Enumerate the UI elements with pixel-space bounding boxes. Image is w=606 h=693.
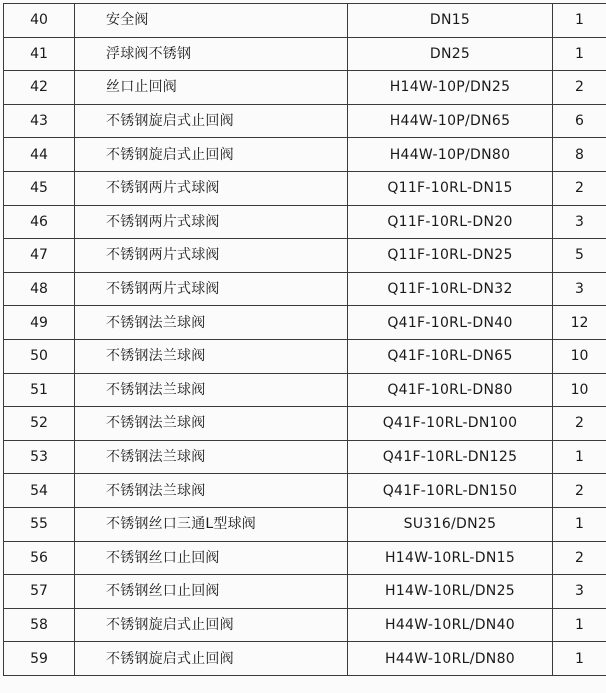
model-spec-cell: DN25 — [348, 37, 553, 71]
item-name-cell: 不锈钢丝口止回阀 — [75, 575, 348, 609]
table-row — [4, 37, 606, 71]
item-name-cell: 不锈钢法兰球阀 — [75, 306, 348, 340]
quantity-cell: 3 — [553, 575, 606, 609]
quantity-cell: 1 — [553, 642, 606, 676]
quantity-cell: 12 — [553, 306, 606, 340]
table-row — [4, 4, 606, 38]
row-number-cell: 47 — [4, 239, 75, 273]
row-number-cell: 56 — [4, 541, 75, 575]
table-row — [4, 339, 606, 373]
table-row — [4, 104, 606, 138]
row-number-cell: 51 — [4, 373, 75, 407]
item-name-cell: 不锈钢旋启式止回阀 — [75, 608, 348, 642]
row-number-cell: 54 — [4, 474, 75, 508]
row-number-cell: 55 — [4, 507, 75, 541]
row-number-cell: 48 — [4, 272, 75, 306]
model-spec-cell: Q11F-10RL-DN32 — [348, 272, 553, 306]
row-number-cell: 57 — [4, 575, 75, 609]
row-number-cell: 58 — [4, 608, 75, 642]
model-spec-cell: DN15 — [348, 4, 553, 38]
row-number-cell: 45 — [4, 171, 75, 205]
table-body — [4, 4, 606, 676]
row-number-cell: 52 — [4, 407, 75, 441]
model-spec-cell: H44W-10RL/DN80 — [348, 642, 553, 676]
model-spec-cell: Q11F-10RL-DN15 — [348, 171, 553, 205]
item-name-cell: 不锈钢法兰球阀 — [75, 373, 348, 407]
quantity-cell: 2 — [553, 171, 606, 205]
table-row — [4, 575, 606, 609]
quantity-cell: 3 — [553, 205, 606, 239]
valve-spec-table — [3, 3, 606, 676]
row-number-cell: 41 — [4, 37, 75, 71]
table-row — [4, 440, 606, 474]
table-row — [4, 306, 606, 340]
quantity-cell: 1 — [553, 37, 606, 71]
model-spec-cell: Q41F-10RL-DN40 — [348, 306, 553, 340]
item-name-cell: 不锈钢两片式球阀 — [75, 205, 348, 239]
item-name-cell: 不锈钢法兰球阀 — [75, 440, 348, 474]
model-spec-cell: Q41F-10RL-DN80 — [348, 373, 553, 407]
item-name-cell: 不锈钢两片式球阀 — [75, 171, 348, 205]
item-name-cell: 不锈钢丝口止回阀 — [75, 541, 348, 575]
quantity-cell: 1 — [553, 440, 606, 474]
row-number-cell: 50 — [4, 339, 75, 373]
item-name-cell: 丝口止回阀 — [75, 71, 348, 105]
item-name-cell: 不锈钢法兰球阀 — [75, 474, 348, 508]
model-spec-cell: Q11F-10RL-DN25 — [348, 239, 553, 273]
model-spec-cell: Q41F-10RL-DN65 — [348, 339, 553, 373]
item-name-cell: 不锈钢两片式球阀 — [75, 272, 348, 306]
table-row — [4, 71, 606, 105]
table-row — [4, 608, 606, 642]
row-number-cell: 49 — [4, 306, 75, 340]
row-number-cell: 46 — [4, 205, 75, 239]
table-row — [4, 373, 606, 407]
model-spec-cell: H14W-10RL-DN15 — [348, 541, 553, 575]
model-spec-cell: Q41F-10RL-DN100 — [348, 407, 553, 441]
quantity-cell: 6 — [553, 104, 606, 138]
quantity-cell: 10 — [553, 339, 606, 373]
model-spec-cell: SU316/DN25 — [348, 507, 553, 541]
table-row — [4, 171, 606, 205]
table-row — [4, 239, 606, 273]
quantity-cell: 8 — [553, 138, 606, 172]
item-name-cell: 不锈钢旋启式止回阀 — [75, 104, 348, 138]
model-spec-cell: H14W-10P/DN25 — [348, 71, 553, 105]
table-row — [4, 474, 606, 508]
item-name-cell: 不锈钢两片式球阀 — [75, 239, 348, 273]
quantity-cell: 2 — [553, 541, 606, 575]
item-name-cell: 不锈钢旋启式止回阀 — [75, 642, 348, 676]
quantity-cell: 1 — [553, 507, 606, 541]
item-name-cell: 浮球阀不锈钢 — [75, 37, 348, 71]
quantity-cell: 1 — [553, 608, 606, 642]
table-row — [4, 642, 606, 676]
model-spec-cell: H44W-10P/DN80 — [348, 138, 553, 172]
table-row — [4, 272, 606, 306]
item-name-cell: 不锈钢旋启式止回阀 — [75, 138, 348, 172]
row-number-cell: 53 — [4, 440, 75, 474]
model-spec-cell: Q41F-10RL-DN125 — [348, 440, 553, 474]
quantity-cell: 1 — [553, 4, 606, 38]
item-name-cell: 不锈钢丝口三通L型球阀 — [75, 507, 348, 541]
table-row — [4, 541, 606, 575]
item-name-cell: 不锈钢法兰球阀 — [75, 407, 348, 441]
quantity-cell: 2 — [553, 71, 606, 105]
model-spec-cell: Q11F-10RL-DN20 — [348, 205, 553, 239]
quantity-cell: 10 — [553, 373, 606, 407]
table-row — [4, 205, 606, 239]
quantity-cell: 2 — [553, 407, 606, 441]
item-name-cell: 不锈钢法兰球阀 — [75, 339, 348, 373]
model-spec-cell: H14W-10RL/DN25 — [348, 575, 553, 609]
quantity-cell: 3 — [553, 272, 606, 306]
model-spec-cell: H44W-10P/DN65 — [348, 104, 553, 138]
row-number-cell: 43 — [4, 104, 75, 138]
table-row — [4, 407, 606, 441]
row-number-cell: 59 — [4, 642, 75, 676]
item-name-cell: 安全阀 — [75, 4, 348, 38]
quantity-cell: 2 — [553, 474, 606, 508]
row-number-cell: 42 — [4, 71, 75, 105]
table-row — [4, 507, 606, 541]
table-row — [4, 138, 606, 172]
row-number-cell: 44 — [4, 138, 75, 172]
model-spec-cell: H44W-10RL/DN40 — [348, 608, 553, 642]
quantity-cell: 5 — [553, 239, 606, 273]
model-spec-cell: Q41F-10RL-DN150 — [348, 474, 553, 508]
row-number-cell: 40 — [4, 4, 75, 38]
